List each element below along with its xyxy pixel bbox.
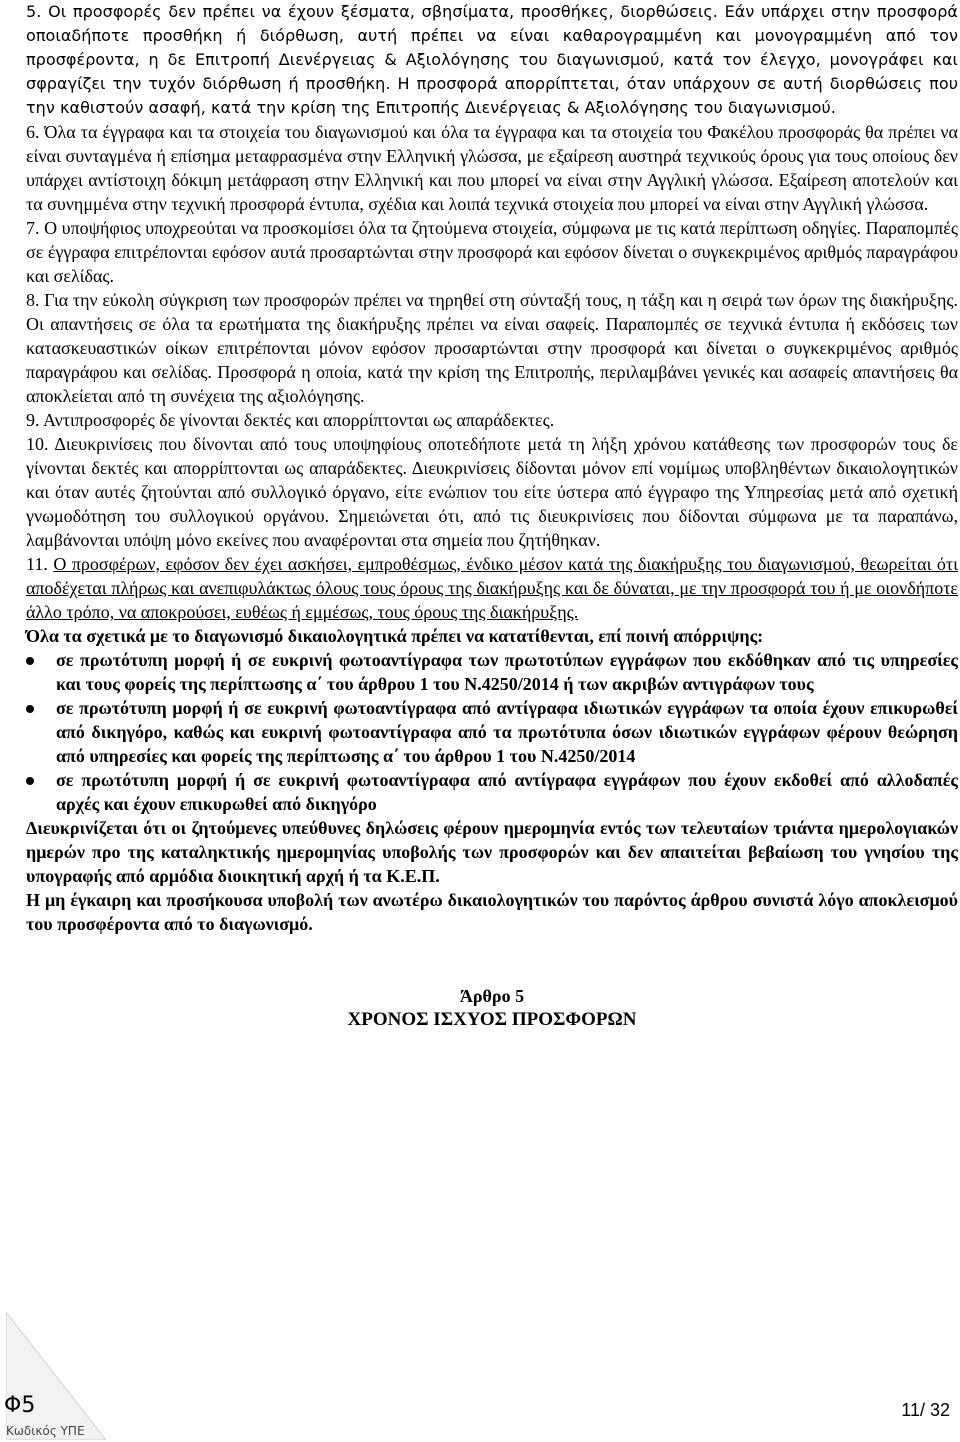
article-title: ΧΡΟΝΟΣ ΙΣΧΥΟΣ ΠΡΟΣΦΟΡΩΝ <box>347 1009 637 1030</box>
item-5-corrections-text: 5. Οι προσφορές δεν πρέπει να έχουν ξέσματα, σβησίματα, προσθήκες, διορθώσεις. Εάν υπάρχει στην προσφορά οποιαδήποτε προσθήκη ή διόρθωση, αυτή πρέπει να είναι καθαρογραμμένη και μονογραμμένη από τον προσφέροντα, η δε Επιτροπή Διενέργειας & Αξιολόγησης του διαγωνισμού, κατά τον έλεγχο, μονογράφει και σφραγίζει την τυχόν διόρθωση ή προσθήκη. <box>26 2 958 93</box>
clarification-paragraph: Διευκρινίζεται ότι οι ζητούμενες υπεύθυνες δηλώσεις φέρουν ημερομηνία εντός των τελευταίων τριάντα ημερολογιακών ημερών προ της καταληκτικής ημερομηνίας υποβολής των προσφορών και δεν απαιτείται βεβαίωση του γνησίου της υπογραφής από αρμόδια διοικητική αρχή ή τα Κ.Ε.Π. <box>26 818 958 886</box>
article-heading: Άρθρο 5 <box>459 986 525 1006</box>
document-body <box>26 0 958 1032</box>
bullet-item: σε πρωτότυπη μορφή ή σε ευκρινή φωτοαντίγραφα από αντίγραφα εγγράφων που έχουν εκδοθεί από αλλοδαπές αρχές και έχουν επικυρωθεί από δικηγόρο <box>26 768 958 816</box>
bold-intro: Όλα τα σχετικά με το διαγωνισμό δικαιολογητικά πρέπει να κατατίθενται, επί ποινή απόρριψης: <box>26 626 764 646</box>
footer-logo-caption: Κωδικός ΥΠΕ <box>6 1424 85 1438</box>
item-11-underlined-text: Ο προσφέρων, εφόσον δεν έχει ασκήσει, εμπροθέσμως, ένδικο μέσον κατά της διακήρυξης του διαγωνισμού, θεωρείται ότι αποδέχεται πλήρως και ανεπιφυλάκτως όλους τους όρους της διακήρυξης και δε δύναται, με την προσφορά του ή με οιονδήποτε άλλο τρόπο, να αποκρούσει, ευθέως ή εμμέσως, τους όρους της διακήρυξης. <box>26 554 958 622</box>
paragraph-item-7: 7. Ο υποψήφιος υποχρεούται να προσκομίσει όλα τα ζητούμενα στοιχεία, σύμφωνα με τις κατά περίπτωση οδηγίες. Παραπομπές σε έγγραφα επιτρέπονται εφόσον αυτά προσαρτώνται στην προσφορά και εφόσον δίνεται ο συγκεκριμένος αριθμός παραγράφου και σελίδας. <box>26 218 958 286</box>
paragraph-item-5 <box>26 0 958 120</box>
paragraph-item-8: 8. Για την εύκολη σύγκριση των προσφορών πρέπει να τηρηθεί στη σύνταξή τους, η τάξη και η σειρά των όρων της διακήρυξης. Οι απαντήσεις σε όλα τα ερωτήματα της διακήρυξης πρέπει να είναι σαφείς. Παραπομπές σε τεχνικά έντυπα ή εκδόσεις των κατασκευαστικών οίκων επιτρέπονται μόνον εφόσον προσαρτώνται στην προσφορά και δίνεται ο συγκεκριμένος αριθμός παραγράφου και σελίδας. Προσφορά η οποία, κατά την κρίση της Επιτροπής, περιλαμβάνει γενικές και ασαφείς απαντήσεις θα αποκλείεται από τη συνέχεια της αξιολόγησης. <box>26 290 958 406</box>
bullet-item: σε πρωτότυπη μορφή ή σε ευκρινή φωτοαντίγραφα από αντίγραφα ιδιωτικών εγγράφων τα οποία έχουν επικυρωθεί από δικηγόρο, καθώς και ευκρινή φωτοαντίγραφα από τα πρωτότυπα όσων ιδιωτικών εγγράφων φέρουν θεώρηση από υπηρεσίες και φορείς της περίπτωσης α΄ του άρθρου 1 του Ν.4250/2014 <box>26 696 958 768</box>
item-5-rejection-text: Η προσφορά απορρίπτεται, όταν υπάρχουν σε αυτή διορθώσεις που την καθιστούν ασαφή, κατά την κρίση της Επιτροπής Διενέργειας & Αξιολόγησης του διαγωνισμού. <box>26 74 959 117</box>
paragraph-item-6: 6. Όλα τα έγγραφα και τα στοιχεία του διαγωνισμού και όλα τα έγγραφα και τα στοιχεία του Φακέλου προσφοράς θα πρέπει να είναι συνταγμένα ή επίσημα μεταφρασμένα στην Ελληνική γλώσσα, με εξαίρεση αυστηρά τεχνικούς όρους για τους οποίους δεν υπάρχει αντίστοιχη δόκιμη μετάφραση στην Ελληνική και που μπορεί να είναι στην Αγγλική γλώσσα. Εξαίρεση αποτελούν και τα συνημμένα στην τεχνική προσφορά έντυπα, σχέδια και λοιπά τεχνικά στοιχεία που μπορεί να είναι στην Αγγλική γλώσσα. <box>26 122 958 214</box>
item-11-number: 11. <box>26 554 54 574</box>
paragraph-item-10: 10. Διευκρινίσεις που δίνονται από τους υποψηφίους οποτεδήποτε μετά τη λήξη χρόνου κατάθεσης των προσφορών τους δε γίνονται δεκτές και απορρίπτονται ως απαράδεκτες. Διευκρινίσεις δίδονται μόνον επί νομίμως υποβληθέντων δικαιολογητικών και όταν αυτές ζητούνται από συλλογικό όργανο, είτε ενώπιον του είτε ύστερα από έγγραφο της Υπηρεσίας μετά από σχετική γνωμοδότηση του συλλογικού οργάνου. Σημειώνεται ότι, από τις διευκρινίσεις που δίδονται σύμφωνα με τα παραπάνω, λαμβάνονται υπόψη μόνο εκείνες που αναφέρονται στα σημεία που ζητήθηκαν. <box>26 434 958 550</box>
exclusion-paragraph: Η μη έγκαιρη και προσήκουσα υποβολή των ανωτέρω δικαιολογητικών του παρόντος άρθρου συνιστά λόγο αποκλεισμού του προσφέροντα από το διαγωνισμό. <box>26 890 958 934</box>
requirements-bullet-list <box>26 648 958 816</box>
bullet-item: σε πρωτότυπη μορφή ή σε ευκρινή φωτοαντίγραφα των πρωτοτύπων εγγράφων που εκδόθηκαν από τις υπηρεσίες και τους φορείς της περίπτωσης α΄ του άρθρου 1 του Ν.4250/2014 ή των ακριβών αντιγράφων τους <box>26 648 958 696</box>
paragraph-item-9: 9. Αντιπροσφορές δε γίνονται δεκτές και απορρίπτονται ως απαράδεκτες. <box>26 410 555 430</box>
page-number: 11/ 32 <box>901 1400 950 1420</box>
paragraph-item-11 <box>26 552 958 624</box>
footer-logo-shape <box>6 1312 106 1440</box>
footer-logo-code: Φ5 <box>4 1393 36 1418</box>
